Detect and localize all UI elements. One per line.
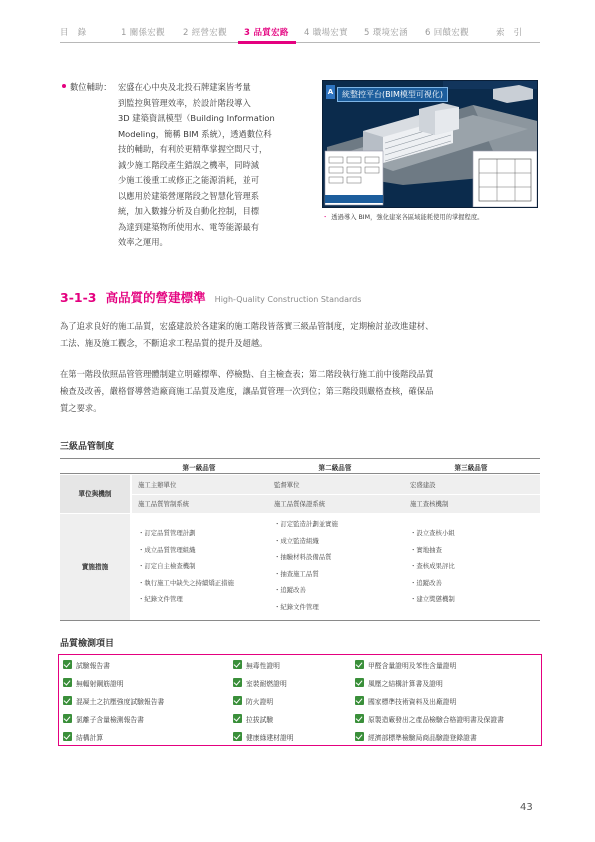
row-label-units: 單位與機制 — [60, 475, 130, 513]
intro-paragraph — [60, 318, 540, 352]
text-line: 宏盛在心中央及北投石牌建案皆考量 — [118, 82, 251, 92]
list-item: ・ 設立查核小組 — [410, 525, 455, 542]
nav-item-index[interactable]: 索 引 — [496, 28, 523, 38]
list-item: ・ 紀錄文件管理 — [138, 591, 234, 608]
table-header-row — [60, 458, 540, 474]
list-item: ・ 訂定監造計劃並實施 — [274, 516, 338, 533]
column-header-level-2: 第二級品管 — [318, 464, 352, 472]
table-cell: 施工品質保證系統 — [274, 500, 326, 508]
text-line: 效率之運用。 — [118, 237, 168, 247]
text-line: 為達到建築物所使用水、電等能源最有 — [118, 221, 260, 232]
nav-item-chapter-6[interactable]: 6 回饋宏觀 — [425, 28, 469, 38]
text-line: 減少施工階段產生錯誤之機率，同時減 — [118, 159, 260, 170]
section-title: 高品質的營建標準 — [105, 290, 206, 305]
checklist-heading: 品質檢測項目 — [60, 639, 115, 649]
text-line: 以應用於建築營運階段之智慧化管理系 — [118, 190, 260, 201]
nav-item-chapter-1[interactable]: 1 關係宏觀 — [121, 28, 165, 38]
inspection-items-box: 試驗報告書 無輻射鋼筋證明 混凝土之抗壓強度試驗報告書 氯離子含量檢測報告書 結構計算 無毒性證明 室裝耐燃證明 防火證明 拉拔試驗 健康綠建材證明 甲醛含量證明及苯性含量證明 風壓之結構計算書及證明 國家標準技術資料及出廠證明 原製造廠發出之產品檢驗合格證明書及保證書 經濟部標準檢驗局商品驗證登錄證書 — [58, 654, 542, 746]
text-line: 統，加入數據分析及自動化控制，目標 — [118, 206, 260, 216]
digital-assist-label: 數位輔助： — [70, 82, 112, 92]
list-item: ・ 建立獎懲機制 — [410, 591, 455, 608]
digital-assist-text — [118, 80, 304, 251]
list-item: ・ 抽驗材料設備品質 — [274, 549, 338, 566]
text-line: Modeling，簡稱 BIM 系統），透過數位科 — [118, 128, 272, 139]
text-line: 在第一階段依照品管管理體制建立明確標準、停檢點、自主檢查表；第二階段執行施工前中後階段品質 — [60, 369, 434, 379]
checkbox-checked-icon — [355, 714, 364, 723]
bullet-icon — [62, 84, 66, 88]
list-item: ・ 成立監造組織 — [274, 533, 338, 550]
text-line: 到監控與管理效率，於設計階段導入 — [118, 97, 251, 108]
checkbox-checked-icon — [233, 696, 242, 705]
bim-model-illustration — [323, 81, 538, 208]
list-item: ・ 實地抽查 — [410, 542, 455, 559]
nav-item-chapter-5[interactable]: 5 環境宏涵 — [364, 28, 408, 38]
checkbox-checked-icon — [233, 660, 242, 669]
list-item: ・ 執行施工中缺失之持續矯正措施 — [138, 575, 234, 592]
figure-caption — [322, 212, 542, 221]
text-line: 質之要求。 — [60, 403, 102, 413]
column-header-level-3: 第三級品管 — [454, 464, 488, 472]
list-item: ・ 成立品質管理組織 — [138, 542, 234, 559]
list-item: ・ 訂定品質管理計劃 — [138, 525, 234, 542]
nav-item-contents[interactable]: 目 錄 — [60, 28, 87, 38]
page-number: 43 — [520, 802, 533, 813]
bim-platform-screenshot — [322, 80, 538, 208]
level-2-measures-list — [274, 516, 338, 616]
list-item: ・ 追蹤改善 — [410, 575, 455, 592]
level-3-measures-list — [410, 525, 455, 608]
table-heading: 三級品管制度 — [60, 442, 115, 452]
checkbox-checked-icon — [355, 732, 364, 741]
text-line: 工法、施及施工觀念，不斷追求工程品質的提升及超越。 — [60, 338, 268, 348]
table-cell: 監督單位 — [274, 481, 300, 489]
checkbox-checked-icon — [63, 714, 72, 723]
checkbox-checked-icon — [63, 660, 72, 669]
column-header-level-1: 第一級品管 — [182, 464, 216, 472]
text-line: 3D 建築資訊模型（Building Information — [118, 113, 275, 123]
section-subtitle-en: High-Quality Construction Standards — [214, 295, 362, 304]
text-line: 為了追求良好的施工品質，宏盛建設於各建案的施工階段皆落實三級品管制度，定期檢討並改進建材、 — [60, 321, 434, 331]
list-item: ・ 訂定自主檢查機制 — [138, 558, 234, 575]
row-label-measures: 實施措施 — [60, 514, 130, 620]
checkbox-checked-icon — [355, 660, 364, 669]
nav-divider — [60, 42, 540, 43]
table-cell: 施工主辦單位 — [138, 481, 177, 489]
table-cell: 宏盛建設 — [410, 481, 436, 489]
text-line: 檢查及改善，嚴格督導營造廠商施工品質及進度，讓品質管理一次到位；第三階段則嚴格查核，確保品 — [60, 386, 434, 396]
platform-logo-icon: A — [326, 85, 335, 99]
checkbox-checked-icon — [63, 696, 72, 705]
list-item: ・ 紀錄文件管理 — [274, 599, 338, 616]
bim-platform-title: 統整控平台(BIM模型可視化) — [337, 87, 448, 102]
nav-item-chapter-4[interactable]: 4 職場宏實 — [304, 28, 348, 38]
caption-bullet-icon: ・ — [322, 214, 329, 221]
figure-caption-text: 透過導入 BIM，強化建案各區域能耗使用的掌握程度。 — [331, 214, 484, 221]
checkbox-checked-icon — [63, 678, 72, 687]
checkbox-checked-icon — [355, 696, 364, 705]
text-line: 少施工後重工或修正之能源消耗，並可 — [118, 175, 260, 185]
nav-item-chapter-3-active[interactable]: 3 品質宏路 — [244, 28, 289, 38]
checkbox-checked-icon — [355, 678, 364, 687]
list-item: ・ 追蹤改善 — [274, 582, 338, 599]
row-divider — [132, 494, 540, 495]
table-bottom-rule — [60, 620, 540, 621]
process-paragraph — [60, 366, 540, 417]
table-cell: 施工查核機制 — [410, 500, 449, 508]
level-1-measures-list — [138, 525, 234, 608]
checkbox-checked-icon — [233, 678, 242, 687]
chapter-navigation — [60, 24, 540, 46]
checkbox-checked-icon — [233, 732, 242, 741]
section-heading — [60, 287, 361, 306]
nav-active-indicator — [238, 41, 296, 44]
table-cell: 施工品質管制系統 — [138, 500, 190, 508]
checkbox-checked-icon — [233, 714, 242, 723]
nav-item-chapter-2[interactable]: 2 經營宏觀 — [183, 28, 227, 38]
checkbox-checked-icon — [63, 732, 72, 741]
list-item: ・ 抽查施工品質 — [274, 566, 338, 583]
list-item: ・ 查核成果評比 — [410, 558, 455, 575]
section-number: 3-1-3 — [60, 290, 97, 305]
text-line: 技的輔助，有利於更精準掌握空間尺寸， — [118, 144, 268, 154]
